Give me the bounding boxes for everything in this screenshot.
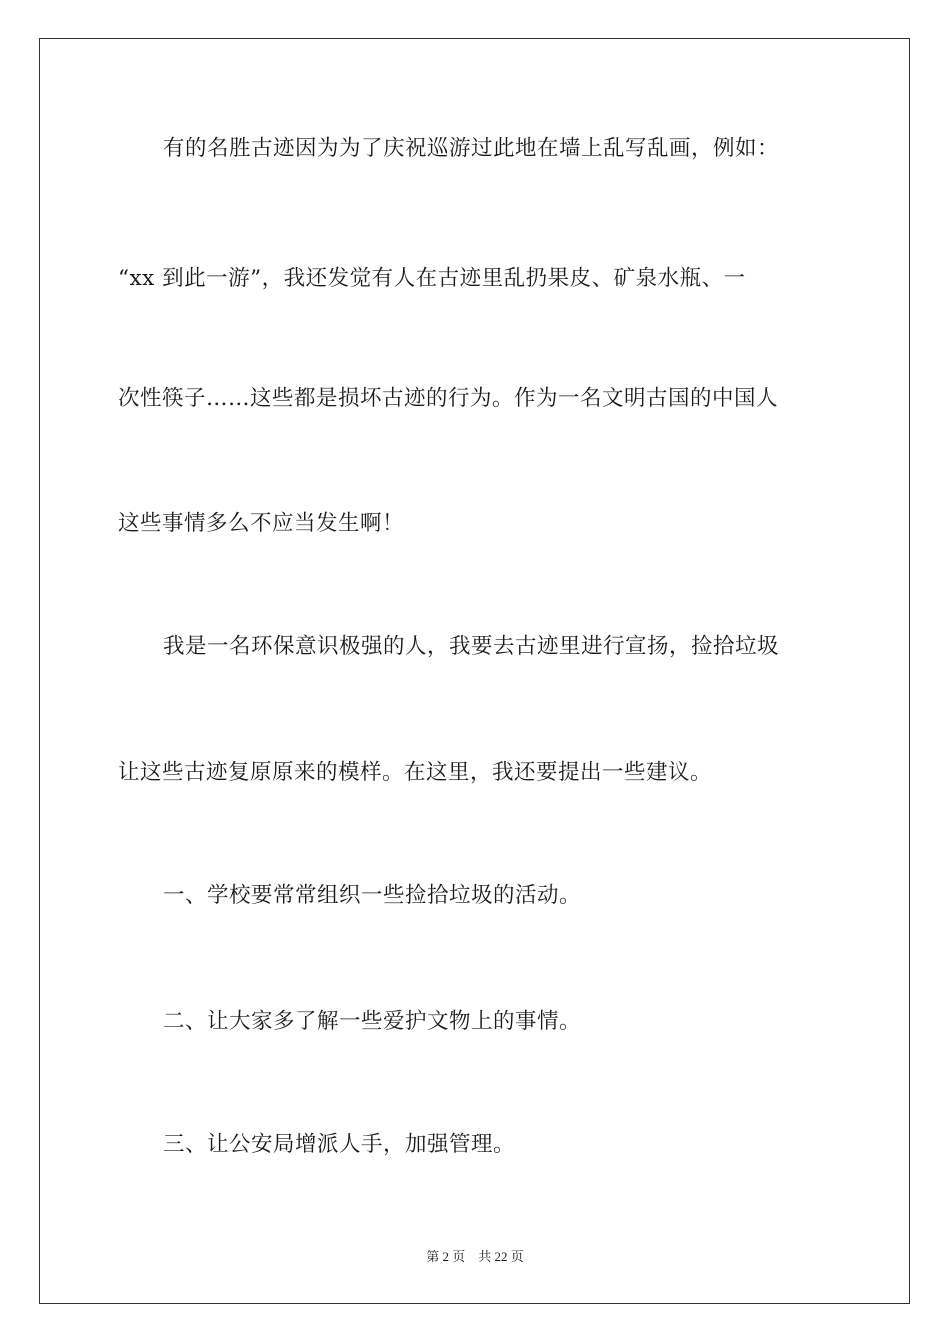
- paragraph-1-line-4: 这些事情多么不应当发生啊！: [118, 511, 405, 536]
- suggestion-1: 一、学校要常常组织一些捡拾垃圾的活动。: [163, 883, 582, 908]
- paragraph-1-line-2: “xx 到此一游”，我还发觉有人在古迹里乱扔果皮、矿泉水瓶、一: [118, 266, 746, 291]
- suggestion-3: 三、让公安局增派人手，加强管理。: [163, 1132, 516, 1157]
- paragraph-2-line-2: 让这些古迹复原原来的模样。在这里，我还要提出一些建议。: [118, 760, 713, 785]
- paragraph-1-line-3: 次性筷子……这些都是损坏古迹的行为。作为一名文明古国的中国人: [118, 386, 779, 411]
- page-number: 第 2 页 共 22 页: [426, 1249, 524, 1264]
- paragraph-2-line-1: 我是一名环保意识极强的人，我要去古迹里进行宣扬，捡拾垃圾: [163, 634, 780, 659]
- paragraph-1-line-1: 有的名胜古迹因为为了庆祝巡游过此地在墙上乱写乱画，例如：: [163, 136, 780, 161]
- page-border: [39, 38, 910, 1304]
- suggestion-2: 二、让大家多了解一些爱护文物上的事情。: [163, 1009, 582, 1034]
